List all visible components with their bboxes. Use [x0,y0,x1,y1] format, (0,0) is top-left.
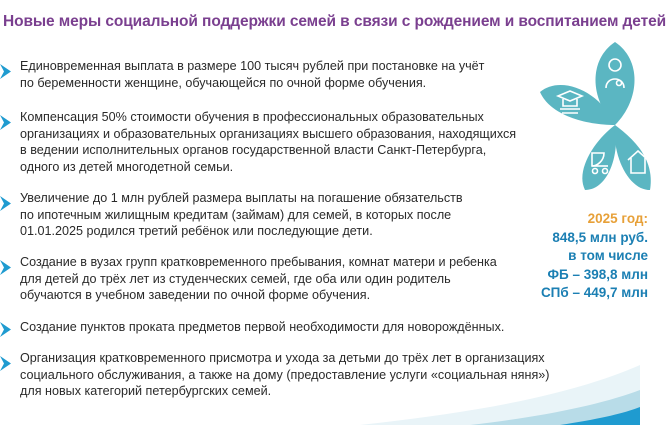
bullet-arrow-icon [0,115,12,130]
list-item-line: по беременности женщине, обучающейся по очной форме обучения. [20,75,427,90]
petal-infographic [520,30,650,195]
list-item-line: для новых категорий петербургских семей. [20,384,272,399]
totals-year: 2025 год: [587,211,648,226]
decorative-wave [0,345,640,425]
totals-spb: СПб – 449,7 млн [540,285,648,300]
list-item-line: организациях и образовательных организациях высшего образования, находящихся [20,126,517,141]
petal-bottom-left [582,125,616,190]
list-item-text [20,254,497,304]
bullet-arrow-icon [0,322,12,337]
bullet-arrow-icon [0,196,12,211]
list-item-line: Единовременная выплата в размере 100 тысяч рублей при постановке на учёт [20,59,485,73]
list-item-text [20,109,516,175]
list-item-line: по ипотечным жилищным кредитам (займам) для семей, в которых после [20,207,452,222]
list-item-text [20,190,463,240]
totals-including: в том числе [568,248,648,263]
list-item-line: обучаются в учебном заведении по очной форме обучения. [20,288,371,303]
totals-federal: ФБ – 398,8 млн [547,266,648,282]
list-item-line: 01.01.2025 родился третий ребёнок или последующие дети. [20,224,373,239]
list-item-line: одного из детей многодетной семьи. [20,159,234,174]
list-item-line: в ведении исполнительных органов государственной власти Санкт-Петербурга, [20,143,487,158]
bullet-arrow-icon [0,64,12,79]
list-item-line: для детей до трёх лет из студенческих семей, где оба или один родитель [20,271,451,286]
totals-amount: 848,5 млн руб. [552,229,648,245]
list-item-line: Увеличение до 1 млн рублей размера выплаты на погашение обязательств [20,191,463,205]
bullet-arrow-icon [0,260,12,275]
page-title: Новые меры социальной поддержки семей в связи с рождением и воспитанием детей [3,13,666,30]
list-item-text [20,58,484,91]
funding-totals [528,210,648,303]
list-item-line: Организация кратковременного присмотра и ухода за детьми до трёх лет в организациях [20,351,545,365]
list-item-line: Создание в вузах групп кратковременного пребывания, комнат матери и ребенка [20,255,497,269]
list-item-line: социального обслуживания, а также на дому (предоставление услуги «социальная няня») [20,367,550,382]
list-item-line: Создание пунктов проката предметов первой необходимости для новорождённых. [20,320,505,334]
list-item-text [20,319,504,336]
list-item-line: Компенсация 50% стоимости обучения в профессиональных образовательных [20,110,484,124]
